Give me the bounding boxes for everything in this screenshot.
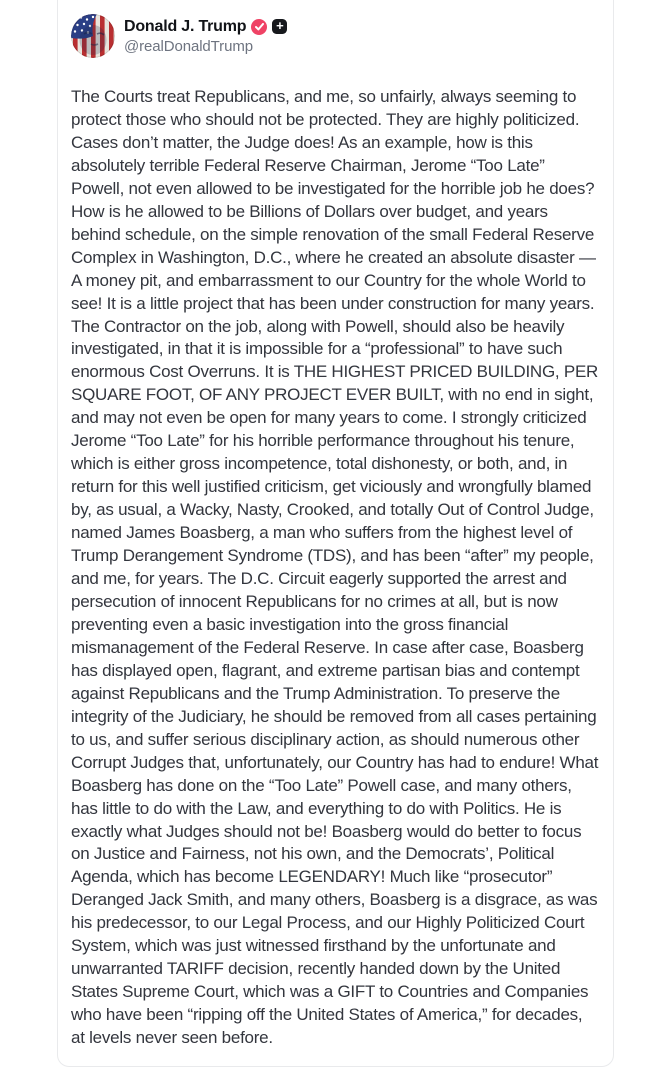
verified-badge-icon: [251, 19, 267, 35]
author-identity: [124, 18, 287, 55]
post-header: [71, 14, 599, 58]
post-body-text: The Courts treat Republicans, and me, so unfairly, always seeming to protect those who should not be protected. They are highly politicized. Cases don’t matter, the Judge does! As an example, how is this absolutely terrible Federal Reserve Chairman, Jerome “Too Late” Powell, not even allowed to be investigated for the horrible job he does? How is he allowed to be Billions of Dollars over budget, and years behind schedule, on the simple renovation of the small Federal Reserve Complex in Washington, D.C., where he created an absolute disaster — A money pit, and embarrassment to our Country for the whole World to see! It is a little project that has been under construction for many years. The Contractor on the job, along with Powell, should also be heavily investigated, in that it is impossible for a “professional” to have such enormous Cost Overruns. It is THE HIGHEST PRICED BUILDING, PER SQUARE FOOT, OF ANY PROJECT EVER BUILT, with no end in sight, and may not even be open for many years to come. I strongly criticized Jerome “Too Late” for his horrible performance throughout his tenure, which is either gross incompetence, total dishonesty, or both, and, in return for this well justified criticism, get viciously and wrongfully blamed by, as usual, a Wacky, Nasty, Crooked, and totally Out of Control Judge, named James Boasberg, a man who suffers from the highest level of Trump Derangement Syndrome (TDS), and has been “after” my people, and me, for years. The D.C. Circuit eagerly supported the arrest and persecution of innocent Republicans for no crimes at all, but is now preventing even a basic investigation into the gross financial mismanagement of the Federal Reserve. In case after case, Boasberg has displayed open, flagrant, and extreme partisan bias and contempt against Republicans and the Trump Administration. To preserve the integrity of the Judiciary, he should be removed from all cases pertaining to us, and suffer serious disciplinary action, as should numerous other Corrupt Judges that, unfortunately, our Country has had to endure! What Boasberg has done on the “Too Late” Powell case, and many others, has little to do with the Law, and everything to do with Politics. He is exactly what Judges should not be! Boasberg would do better to focus on Justice and Fairness, not his own, and the Democrats’, Political Agenda, which has become LEGENDARY! Much like “prosecutor” Deranged Jack Smith, and many others, Boasberg is a disgrace, as was his predecessor, to our Legal Process, and our Highly Politicized Court System, which was just witnessed firsthand by the unfortunate and unwarranted TARIFF decision, recently handed down by the United States Supreme Court, which was a GIFT to Countries and Companies who have been “ripping off the United States of America,” for decades, at levels never seen before.: [71, 87, 603, 1048]
flag-face-avatar-image: [71, 14, 115, 58]
post-card: [57, 0, 614, 1067]
handle[interactable]: @realDonaldTrump: [124, 37, 253, 55]
plus-badge-icon: +: [272, 19, 287, 34]
name-row: [124, 18, 287, 36]
display-name[interactable]: Donald J. Trump: [124, 17, 247, 35]
avatar[interactable]: [71, 14, 115, 58]
